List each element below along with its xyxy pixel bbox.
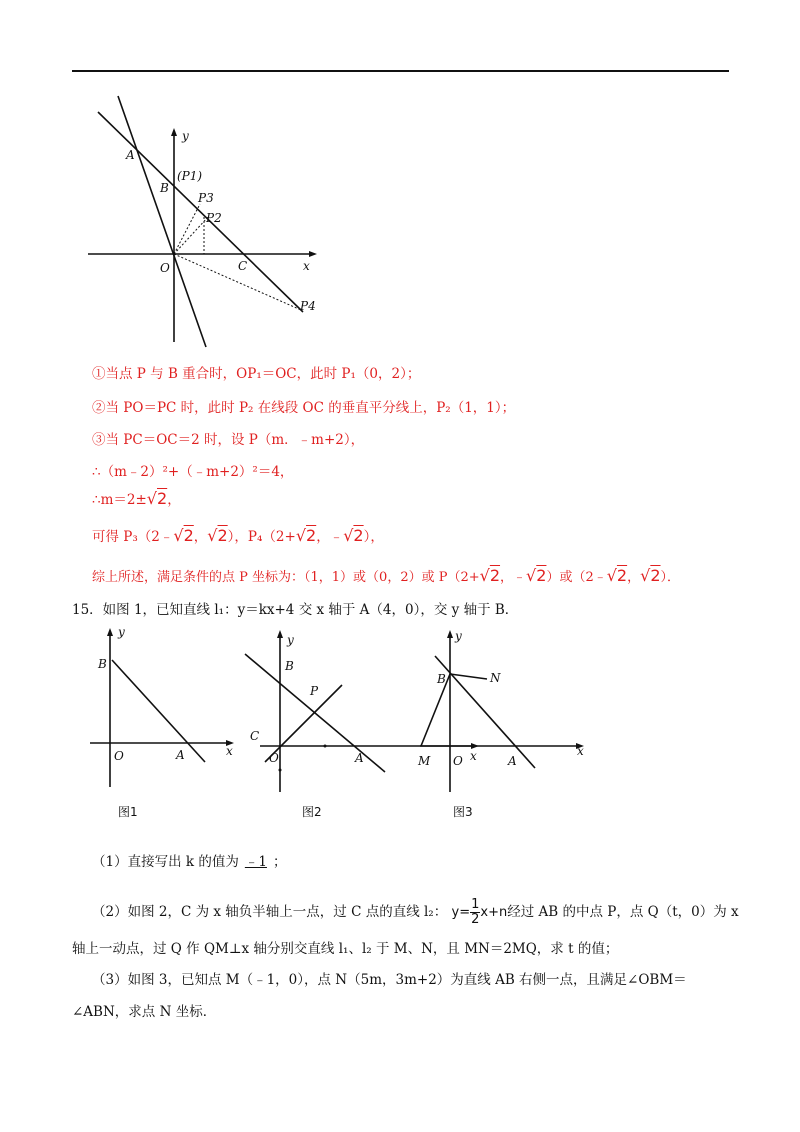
solution-line-4: ∴（m﹣2）²+（﹣m+2）²＝4， (92, 464, 294, 480)
question-1: （1）直接写出 k 的值为 ﹣1 ； (92, 854, 287, 870)
question-2-line-1: （2）如图 2，C 为 x 轴负半轴上一点，过 C 点的直线 l₂： y= $\frac{1}{2}$ x+n经过 AB 的中点 P，点 Q（t，0）为 x (92, 897, 739, 927)
dotted-op3 (174, 204, 200, 254)
label-P3: P3 (198, 191, 214, 205)
label-A: A (126, 148, 135, 162)
figure-3 (417, 629, 584, 819)
figure-1 (90, 625, 234, 819)
label-P4: P4 (300, 299, 316, 313)
dotted-op2 (174, 217, 208, 254)
svg-text:B: B (98, 657, 107, 671)
svg-text:C: C (250, 729, 260, 743)
solution-line-1: ①当点 P 与 B 重合时，OP₁＝OC，此时 P₁（0，2）； (92, 366, 421, 382)
svg-text:y: y (287, 633, 294, 647)
svg-text:B: B (285, 659, 294, 673)
svg-text:P: P (310, 684, 319, 698)
question-3-line-1: （3）如图 3，已知点 M（﹣1，0），点 N（5m，3m+2）为直线 AB 右侧一点，且满足∠OBM＝ (92, 972, 687, 988)
svg-text:N: N (490, 671, 501, 685)
header-rule (72, 70, 729, 72)
solution-line-7: 综上所述，满足条件的点 P 坐标为：（1，1）或（0，2）或 P（2+√2，﹣√2）或（2﹣√2，√2）． (92, 566, 681, 585)
svg-text:x: x (577, 744, 584, 758)
line-ab (98, 112, 303, 312)
svg-text:A: A (176, 748, 185, 762)
label-O: O (160, 261, 170, 275)
line-steep (118, 96, 206, 347)
label-B: B (160, 181, 169, 195)
svg-text:O: O (453, 754, 463, 768)
solution-line-2: ②当 PO＝PC 时，此时 P₂ 在线段 OC 的垂直平分线上，P₂（1，1）； (92, 400, 516, 416)
question-3-line-2: ∠ABN，求点 N 坐标． (72, 1004, 217, 1020)
solution-line-5: ∴m＝2±√2， (92, 489, 181, 508)
svg-text:y: y (455, 629, 462, 643)
label-C: C (238, 259, 248, 273)
label-y: y (182, 129, 189, 143)
svg-text:图1: 图1 (118, 805, 138, 819)
figure-top (88, 92, 328, 352)
figure-row (80, 622, 610, 822)
label-P1: (P1) (177, 169, 203, 183)
svg-text:x: x (226, 744, 233, 758)
svg-text:A: A (355, 751, 364, 765)
problem-stem: 15．如图 1，已知直线 l₁：y＝kx+4 交 x 轴于 A（4，0），交 y 轴于 B． (72, 602, 519, 618)
svg-text:x: x (470, 749, 477, 763)
q1-answer: ﹣1 (244, 854, 267, 870)
figure-2 (245, 630, 479, 819)
solution-line-3: ③当 PC＝OC＝2 时，设 P（m．﹣m+2）， (92, 432, 365, 448)
question-2-line-2: 轴上一动点，过 Q 作 QM⊥x 轴分别交直线 l₁、l₂ 于 M、N，且 MN＝2MQ，求 t 的值； (72, 941, 619, 957)
svg-text:M: M (418, 754, 431, 768)
svg-text:图2: 图2 (302, 805, 322, 819)
label-x: x (303, 259, 310, 273)
svg-text:图3: 图3 (453, 805, 473, 819)
label-P2: P2 (206, 211, 222, 225)
solution-line-6: 可得 P₃（2﹣√2，√2），P₄（2+√2，﹣√2）， (92, 526, 384, 545)
svg-text:B: B (437, 672, 446, 686)
svg-text:O: O (114, 749, 124, 763)
svg-text:A: A (508, 754, 517, 768)
svg-text:O: O (269, 751, 279, 765)
svg-text:y: y (118, 625, 125, 639)
